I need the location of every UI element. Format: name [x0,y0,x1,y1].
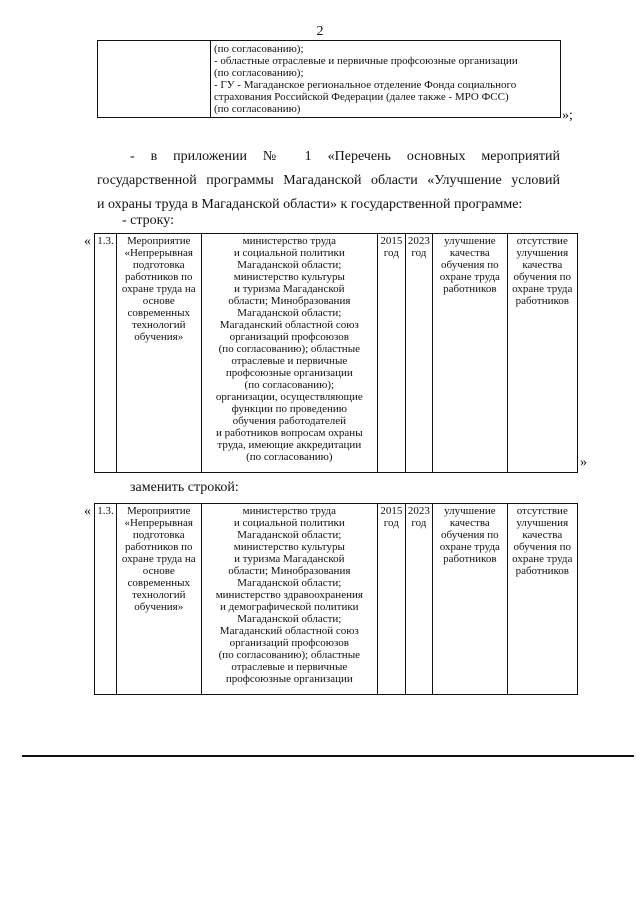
executor-line: профсоюзные организации [225,673,353,685]
old-row-executors [201,234,377,473]
executor-line: Магаданской области; [237,613,342,625]
executor-line: и работников вопросам охраны [216,427,363,439]
top-fragment-line: - областные отраслевые и первичные профсоюзные организации [214,55,518,67]
paragraph-line-4: - строку: [122,213,174,228]
top-fragment-line: страхования Российской Федерации (далее также - МРО ФСС) [214,91,509,103]
executor-line: Магаданской области; [237,529,342,541]
old-row-open-quote: « [84,234,91,249]
new-row-table [94,503,578,695]
new-row-start: 2015 год [378,504,406,695]
old-row-table [94,233,578,473]
top-fragment-line: (по согласованию) [214,103,301,115]
executor-line: министерство культуры [233,271,345,283]
top-fragment-empty-cell [98,41,211,118]
executor-line: (по согласованию); областные [218,343,360,355]
executor-line: организации, осуществляющие [215,391,363,403]
top-fragment-table [97,40,561,118]
executor-line: функции по проведению [231,403,347,415]
new-row-consequence: отсутствие улучшения качества обучения по охране труда работников [507,504,577,695]
executor-line: (по согласованию); областные [218,649,360,661]
footer-rule [22,755,634,757]
new-row-executors [201,504,377,695]
executor-line: (по согласованию) [246,451,333,463]
paragraph-line-2: государственной программы Магаданской области «Улучшение условий [97,173,560,188]
executor-line: и социальной политики [233,517,345,529]
executor-line: министерство здравоохранения [215,589,363,601]
executor-line: Магаданский областной союз [219,625,359,637]
old-row-result: улучшение качества обучения по охране труда работников [433,234,507,473]
new-row-result: улучшение качества обучения по охране труда работников [433,504,507,695]
new-row-open-quote: « [84,504,91,519]
old-row-start: 2015 год [378,234,406,473]
executor-line: министерство труда [242,505,336,517]
top-fragment-line: - ГУ - Магаданское региональное отделение Фонда социального [214,79,517,91]
executor-line: и туризма Магаданской [234,553,345,565]
executor-line: министерство труда [242,235,336,247]
paragraph-line-3: и охраны труда в Магаданской области» к государственной программе: [97,197,523,212]
executor-line: (по согласованию); [244,379,335,391]
top-fragment-line: (по согласованию); [214,43,304,55]
executor-line: Магаданский областной союз [219,319,359,331]
executor-line: отраслевые и первичные [231,661,348,673]
top-fragment-line: (по согласованию); [214,67,304,79]
executor-line: области; Минобразования [228,295,351,307]
old-row-end: 2023 год [405,234,433,473]
top-fragment-closing: »; [562,108,573,123]
new-row-name: Мероприятие «Непрерывная подготовка работников по охране труда на основе современных технологий обучения» [116,504,201,695]
executor-line: министерство культуры [233,541,345,553]
paragraph-line-1: - в приложении № 1 «Перечень основных мероприятий [130,149,560,164]
old-row-name: Мероприятие «Непрерывная подготовка работников по охране труда на основе современных технологий обучения» [116,234,201,473]
new-row-end: 2023 год [405,504,433,695]
executor-line: Магаданской области; [237,259,342,271]
executor-line: Магаданской области; [237,577,342,589]
executor-line: организаций профсоюзов [229,637,350,649]
old-row-num: 1.3. [95,234,117,473]
page-number: 2 [316,24,324,39]
executor-line: организаций профсоюзов [229,331,350,343]
executor-line: отраслевые и первичные [231,355,348,367]
executor-line: профсоюзные организации [225,367,353,379]
executor-line: и туризма Магаданской [234,283,345,295]
top-fragment-text-cell [211,41,561,118]
executor-line: Магаданской области; [237,307,342,319]
replace-label: заменить строкой: [130,480,239,495]
executor-line: и социальной политики [233,247,345,259]
executor-line: обучения работодателей [232,415,347,427]
executor-line: труда, имеющие аккредитации [217,439,362,451]
new-row-num: 1.3. [95,504,117,695]
executor-line: области; Минобразования [228,565,351,577]
executor-line: и демографической политики [220,601,359,613]
old-row-close-quote: » [580,455,587,470]
old-row-consequence: отсутствие улучшения качества обучения по охране труда работников [507,234,577,473]
